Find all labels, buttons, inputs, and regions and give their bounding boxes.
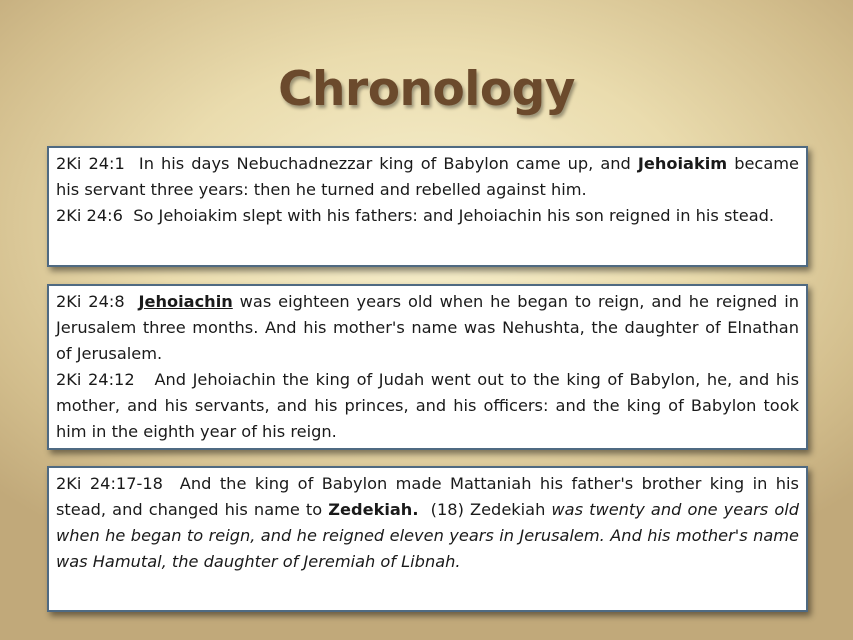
verse-box-3 — [47, 466, 808, 612]
verse-text: became his servant three years: then he turned and rebelled against him. — [56, 154, 799, 199]
highlighted-name-jehoiakim: Jehoiakim — [637, 154, 728, 173]
verse-text: was eighteen years old when he began to reign, and he reigned in Jerusalem three months. And his mother's name was Nehushta, the daughter of Elnathan of Jerusalem. — [56, 292, 799, 363]
verse-text: So Jehoiakim slept with his fathers: and Jehoiachin his son reigned in his stead. — [133, 206, 775, 225]
verse-box-1 — [47, 146, 808, 267]
verse-2ki-24-1 — [56, 151, 799, 203]
verse-box-2 — [47, 284, 808, 450]
verse-text-italic: was twenty and one years old when he began to reign, and he reigned eleven years in Jerusalem. And his mother's name was Hamutal, the daughter of Jeremiah of Libnah. — [56, 500, 799, 571]
verse-text: In his days Nebuchadnezzar king of Babylon came up, and — [138, 154, 638, 173]
verse-2ki-24-12 — [56, 367, 799, 445]
verse-reference: 2Ki 24:17-18 — [56, 474, 163, 493]
verse-reference: 2Ki 24:6 — [56, 206, 123, 225]
verse-2ki-24-8 — [56, 289, 799, 367]
slide-title: Chronology — [278, 62, 575, 117]
verse-2ki-24-17-18 — [56, 471, 799, 575]
verse-2ki-24-6 — [56, 203, 799, 229]
verse-reference: 2Ki 24:1 — [56, 154, 125, 173]
verse-reference: 2Ki 24:12 — [56, 370, 135, 389]
highlighted-name-zedekiah: Zedekiah. — [328, 500, 419, 519]
highlighted-name-jehoiachin: Jehoiachin — [138, 292, 233, 311]
verse-text: And Jehoiachin the king of Judah went out to the king of Babylon, he, and his mother, and his servants, and his princes, and his officers: and the king of Babylon took him in the eighth year of his reign. — [56, 370, 800, 441]
verse-text: (18) Zedekiah — [430, 500, 552, 519]
verse-text: And the king of Babylon made Mattaniah his father's brother king in his stead, and changed his name to — [56, 474, 799, 519]
verse-reference: 2Ki 24:8 — [56, 292, 125, 311]
